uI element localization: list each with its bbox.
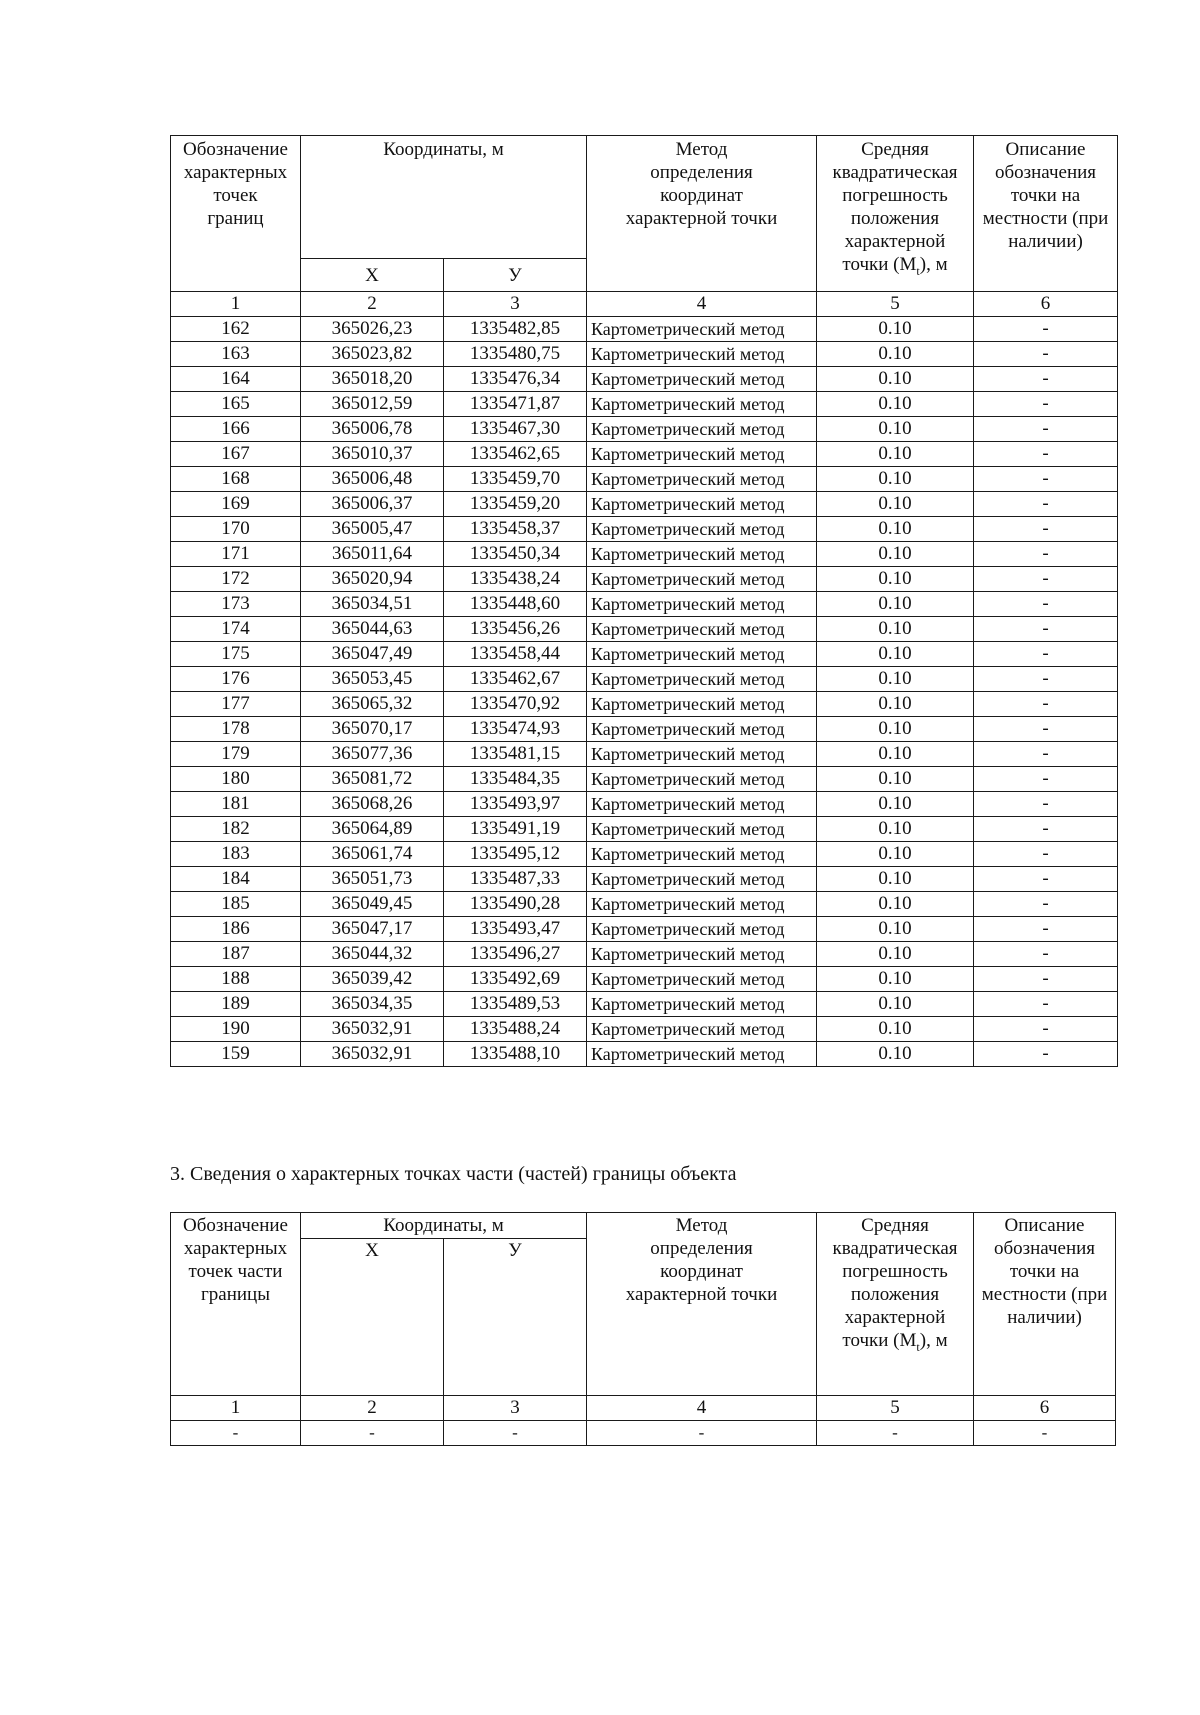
table-row <box>171 442 1118 467</box>
table-row <box>171 942 1118 967</box>
description-cell: - <box>974 367 1118 392</box>
error-cell: 0.10 <box>817 517 974 542</box>
point-cell: 168 <box>171 467 301 492</box>
error-cell: 0.10 <box>817 792 974 817</box>
description-cell: - <box>974 742 1118 767</box>
point-cell: 171 <box>171 542 301 567</box>
boundary-points-table <box>170 135 1118 1067</box>
point-cell: 169 <box>171 492 301 517</box>
method-cell: Картометрический метод <box>587 892 817 917</box>
description-cell: - <box>974 767 1118 792</box>
table-row <box>171 867 1118 892</box>
error-cell: 0.10 <box>817 817 974 842</box>
header-description: Описание обозначения точки на местности (при наличии) <box>974 136 1118 292</box>
method-cell: Картометрический метод <box>587 767 817 792</box>
point-cell: 174 <box>171 617 301 642</box>
method-cell: Картометрический метод <box>587 342 817 367</box>
column-number: 3 <box>444 1396 587 1421</box>
y-coordinate-cell: 1335493,47 <box>444 917 587 942</box>
boundary-part-points-table <box>170 1212 1116 1446</box>
method-cell: Картометрический метод <box>587 992 817 1017</box>
error-cell: 0.10 <box>817 492 974 517</box>
y-coordinate-cell: 1335491,19 <box>444 817 587 842</box>
column-number: 2 <box>301 292 444 317</box>
point-cell: 179 <box>171 742 301 767</box>
description-cell: - <box>974 892 1118 917</box>
x-coordinate-cell: 365005,47 <box>301 517 444 542</box>
boundary-part-points-body <box>171 1421 1116 1446</box>
description-cell: - <box>974 992 1118 1017</box>
table-row <box>171 542 1118 567</box>
y-coordinate-cell: 1335438,24 <box>444 567 587 592</box>
column-number: 2 <box>301 1396 444 1421</box>
table-row <box>171 517 1118 542</box>
header-description: Описание обозначения точки на местности (при наличии) <box>974 1213 1116 1396</box>
point-cell: 176 <box>171 667 301 692</box>
error-cell: 0.10 <box>817 692 974 717</box>
description-cell: - <box>974 467 1118 492</box>
method-cell: Картометрический метод <box>587 942 817 967</box>
x-coordinate-cell: 365065,32 <box>301 692 444 717</box>
x-coordinate-cell: 365034,35 <box>301 992 444 1017</box>
table-row <box>171 817 1118 842</box>
method-cell: Картометрический метод <box>587 542 817 567</box>
description-cell: - <box>974 442 1118 467</box>
error-cell: 0.10 <box>817 442 974 467</box>
description-cell: - <box>974 417 1118 442</box>
point-cell: 170 <box>171 517 301 542</box>
method-cell: Картометрический метод <box>587 442 817 467</box>
y-coordinate-cell: 1335450,34 <box>444 542 587 567</box>
method-cell: Картометрический метод <box>587 642 817 667</box>
description-cell: - <box>974 867 1118 892</box>
method-cell: Картометрический метод <box>587 667 817 692</box>
table-row <box>171 717 1118 742</box>
column-number-row <box>171 292 1118 317</box>
x-coordinate-cell: 365081,72 <box>301 767 444 792</box>
y-coordinate-cell: 1335481,15 <box>444 742 587 767</box>
boundary-points-body <box>171 317 1118 1067</box>
column-number-row <box>171 1396 1116 1421</box>
header-x: Х <box>301 1239 444 1396</box>
point-cell: 167 <box>171 442 301 467</box>
y-coordinate-cell: 1335458,37 <box>444 517 587 542</box>
description-cell: - <box>974 567 1118 592</box>
column-number: 5 <box>817 292 974 317</box>
table-row <box>171 492 1118 517</box>
description-cell: - <box>974 967 1118 992</box>
method-cell: Картометрический метод <box>587 717 817 742</box>
error-cell: 0.10 <box>817 917 974 942</box>
column-number: 5 <box>817 1396 974 1421</box>
error-cell: 0.10 <box>817 467 974 492</box>
point-cell: 162 <box>171 317 301 342</box>
method-cell: Картометрический метод <box>587 1042 817 1067</box>
point-cell: 181 <box>171 792 301 817</box>
method-cell: - <box>587 1421 817 1446</box>
x-coordinate-cell: 365077,36 <box>301 742 444 767</box>
x-coordinate-cell: 365044,32 <box>301 942 444 967</box>
header-point: Обозначение характерных точек части границы <box>171 1213 301 1396</box>
y-coordinate-cell: 1335492,69 <box>444 967 587 992</box>
error-cell: 0.10 <box>817 567 974 592</box>
x-coordinate-cell: 365049,45 <box>301 892 444 917</box>
method-cell: Картометрический метод <box>587 917 817 942</box>
method-cell: Картометрический метод <box>587 867 817 892</box>
header-y: У <box>444 1239 587 1396</box>
method-cell: Картометрический метод <box>587 842 817 867</box>
y-coordinate-cell: 1335484,35 <box>444 767 587 792</box>
table-row <box>171 742 1118 767</box>
x-coordinate-cell: 365018,20 <box>301 367 444 392</box>
error-cell: 0.10 <box>817 942 974 967</box>
column-number: 1 <box>171 292 301 317</box>
table-row <box>171 767 1118 792</box>
y-coordinate-cell: 1335458,44 <box>444 642 587 667</box>
y-coordinate-cell: 1335459,70 <box>444 467 587 492</box>
description-cell: - <box>974 717 1118 742</box>
description-cell: - <box>974 342 1118 367</box>
y-coordinate-cell: 1335470,92 <box>444 692 587 717</box>
x-coordinate-cell: 365026,23 <box>301 317 444 342</box>
point-cell: - <box>171 1421 301 1446</box>
description-cell: - <box>974 1042 1118 1067</box>
table-row <box>171 417 1118 442</box>
description-cell: - <box>974 492 1118 517</box>
x-coordinate-cell: 365039,42 <box>301 967 444 992</box>
error-cell: 0.10 <box>817 967 974 992</box>
table-row <box>171 342 1118 367</box>
table-row <box>171 992 1118 1017</box>
description-cell: - <box>974 517 1118 542</box>
y-coordinate-cell: 1335489,53 <box>444 992 587 1017</box>
header-coordinates: Координаты, м <box>301 1213 587 1239</box>
column-number: 4 <box>587 1396 817 1421</box>
error-cell: 0.10 <box>817 742 974 767</box>
x-coordinate-cell: 365034,51 <box>301 592 444 617</box>
description-cell: - <box>974 1017 1118 1042</box>
y-coordinate-cell: 1335474,93 <box>444 717 587 742</box>
y-coordinate-cell: 1335488,10 <box>444 1042 587 1067</box>
x-coordinate-cell: 365020,94 <box>301 567 444 592</box>
table-row <box>171 842 1118 867</box>
point-cell: 184 <box>171 867 301 892</box>
error-cell: 0.10 <box>817 617 974 642</box>
method-cell: Картометрический метод <box>587 592 817 617</box>
y-coordinate-cell: 1335490,28 <box>444 892 587 917</box>
method-cell: Картометрический метод <box>587 392 817 417</box>
x-coordinate-cell: 365006,48 <box>301 467 444 492</box>
y-coordinate-cell: 1335495,12 <box>444 842 587 867</box>
error-cell: 0.10 <box>817 842 974 867</box>
method-cell: Картометрический метод <box>587 792 817 817</box>
x-coordinate-cell: 365068,26 <box>301 792 444 817</box>
table-row <box>171 367 1118 392</box>
section-title: 3. Сведения о характерных точках части (частей) границы объекта <box>170 1163 737 1185</box>
x-coordinate-cell: 365051,73 <box>301 867 444 892</box>
error-cell: 0.10 <box>817 667 974 692</box>
error-cell: 0.10 <box>817 367 974 392</box>
x-coordinate-cell: 365032,91 <box>301 1042 444 1067</box>
y-coordinate-cell: 1335467,30 <box>444 417 587 442</box>
header-error: Средняя квадратическая погрешность положения характерной точки $(M_t)$, м <box>817 136 974 292</box>
y-coordinate-cell: 1335488,24 <box>444 1017 587 1042</box>
x-coordinate-cell: 365070,17 <box>301 717 444 742</box>
x-coordinate-cell: 365044,63 <box>301 617 444 642</box>
error-cell: 0.10 <box>817 992 974 1017</box>
method-cell: Картометрический метод <box>587 817 817 842</box>
header-point: Обозначение характерных точек границ <box>171 136 301 292</box>
table-row <box>171 692 1118 717</box>
point-cell: 165 <box>171 392 301 417</box>
y-coordinate-cell: 1335448,60 <box>444 592 587 617</box>
method-cell: Картометрический метод <box>587 692 817 717</box>
description-cell: - <box>974 317 1118 342</box>
point-cell: 175 <box>171 642 301 667</box>
description-cell: - <box>974 642 1118 667</box>
point-cell: 166 <box>171 417 301 442</box>
description-cell: - <box>974 1421 1116 1446</box>
header-method: Метод определения координат характерной точки <box>587 1213 817 1396</box>
method-cell: Картометрический метод <box>587 467 817 492</box>
x-coordinate-cell: 365012,59 <box>301 392 444 417</box>
table-row <box>171 467 1118 492</box>
x-coordinate-cell: 365061,74 <box>301 842 444 867</box>
method-cell: Картометрический метод <box>587 1017 817 1042</box>
x-coordinate-cell: 365010,37 <box>301 442 444 467</box>
method-cell: Картометрический метод <box>587 967 817 992</box>
point-cell: 177 <box>171 692 301 717</box>
point-cell: 188 <box>171 967 301 992</box>
table-row <box>171 392 1118 417</box>
y-coordinate-cell: 1335462,65 <box>444 442 587 467</box>
point-cell: 172 <box>171 567 301 592</box>
method-cell: Картометрический метод <box>587 317 817 342</box>
error-cell: 0.10 <box>817 392 974 417</box>
y-coordinate-cell: 1335496,27 <box>444 942 587 967</box>
x-coordinate-cell: 365064,89 <box>301 817 444 842</box>
error-cell: 0.10 <box>817 717 974 742</box>
x-coordinate-cell: 365032,91 <box>301 1017 444 1042</box>
error-cell: 0.10 <box>817 342 974 367</box>
method-cell: Картометрический метод <box>587 567 817 592</box>
point-cell: 186 <box>171 917 301 942</box>
point-cell: 178 <box>171 717 301 742</box>
point-cell: 182 <box>171 817 301 842</box>
method-cell: Картометрический метод <box>587 617 817 642</box>
error-cell: 0.10 <box>817 1017 974 1042</box>
header-error: Средняя квадратическая погрешность положения характерной точки $(M_t)$, м <box>817 1213 974 1396</box>
error-cell: 0.10 <box>817 892 974 917</box>
table-row <box>171 917 1118 942</box>
table-row <box>171 617 1118 642</box>
x-coordinate-cell: 365011,64 <box>301 542 444 567</box>
method-cell: Картометрический метод <box>587 492 817 517</box>
description-cell: - <box>974 792 1118 817</box>
x-coordinate-cell: 365047,49 <box>301 642 444 667</box>
error-cell: 0.10 <box>817 1042 974 1067</box>
x-coordinate-cell: 365047,17 <box>301 917 444 942</box>
y-coordinate-cell: 1335459,20 <box>444 492 587 517</box>
error-cell: 0.10 <box>817 767 974 792</box>
header-coordinates: Координаты, м <box>301 136 587 259</box>
error-cell: - <box>817 1421 974 1446</box>
description-cell: - <box>974 542 1118 567</box>
table-row <box>171 642 1118 667</box>
method-cell: Картометрический метод <box>587 417 817 442</box>
x-coordinate-cell: 365023,82 <box>301 342 444 367</box>
table-row <box>171 792 1118 817</box>
point-cell: 189 <box>171 992 301 1017</box>
description-cell: - <box>974 592 1118 617</box>
column-number: 1 <box>171 1396 301 1421</box>
y-coordinate-cell: 1335462,67 <box>444 667 587 692</box>
point-cell: 164 <box>171 367 301 392</box>
method-cell: Картометрический метод <box>587 367 817 392</box>
point-cell: 163 <box>171 342 301 367</box>
description-cell: - <box>974 392 1118 417</box>
y-coordinate-cell: 1335476,34 <box>444 367 587 392</box>
x-coordinate-cell: 365006,37 <box>301 492 444 517</box>
y-coordinate-cell: 1335456,26 <box>444 617 587 642</box>
point-cell: 190 <box>171 1017 301 1042</box>
table-row <box>171 567 1118 592</box>
table-row <box>171 1042 1118 1067</box>
column-number: 4 <box>587 292 817 317</box>
description-cell: - <box>974 617 1118 642</box>
error-cell: 0.10 <box>817 592 974 617</box>
method-cell: Картометрический метод <box>587 517 817 542</box>
table-row <box>171 592 1118 617</box>
description-cell: - <box>974 667 1118 692</box>
table-row <box>171 317 1118 342</box>
column-number: 6 <box>974 292 1118 317</box>
error-cell: 0.10 <box>817 642 974 667</box>
error-cell: 0.10 <box>817 542 974 567</box>
point-cell: 173 <box>171 592 301 617</box>
description-cell: - <box>974 692 1118 717</box>
point-cell: 185 <box>171 892 301 917</box>
error-cell: 0.10 <box>817 867 974 892</box>
table-row <box>171 892 1118 917</box>
x-coordinate-cell: - <box>301 1421 444 1446</box>
x-coordinate-cell: 365053,45 <box>301 667 444 692</box>
table-row <box>171 1017 1118 1042</box>
table-row <box>171 667 1118 692</box>
y-coordinate-cell: 1335480,75 <box>444 342 587 367</box>
header-x: Х <box>301 259 444 292</box>
description-cell: - <box>974 817 1118 842</box>
y-coordinate-cell: 1335487,33 <box>444 867 587 892</box>
table-row <box>171 967 1118 992</box>
description-cell: - <box>974 842 1118 867</box>
x-coordinate-cell: 365006,78 <box>301 417 444 442</box>
error-cell: 0.10 <box>817 417 974 442</box>
y-coordinate-cell: 1335493,97 <box>444 792 587 817</box>
y-coordinate-cell: 1335471,87 <box>444 392 587 417</box>
method-cell: Картометрический метод <box>587 742 817 767</box>
table-row <box>171 1421 1116 1446</box>
header-method: Метод определения координат характерной точки <box>587 136 817 292</box>
description-cell: - <box>974 917 1118 942</box>
error-cell: 0.10 <box>817 317 974 342</box>
description-cell: - <box>974 942 1118 967</box>
point-cell: 187 <box>171 942 301 967</box>
point-cell: 183 <box>171 842 301 867</box>
point-cell: 159 <box>171 1042 301 1067</box>
y-coordinate-cell: 1335482,85 <box>444 317 587 342</box>
header-y: У <box>444 259 587 292</box>
point-cell: 180 <box>171 767 301 792</box>
column-number: 3 <box>444 292 587 317</box>
y-coordinate-cell: - <box>444 1421 587 1446</box>
column-number: 6 <box>974 1396 1116 1421</box>
